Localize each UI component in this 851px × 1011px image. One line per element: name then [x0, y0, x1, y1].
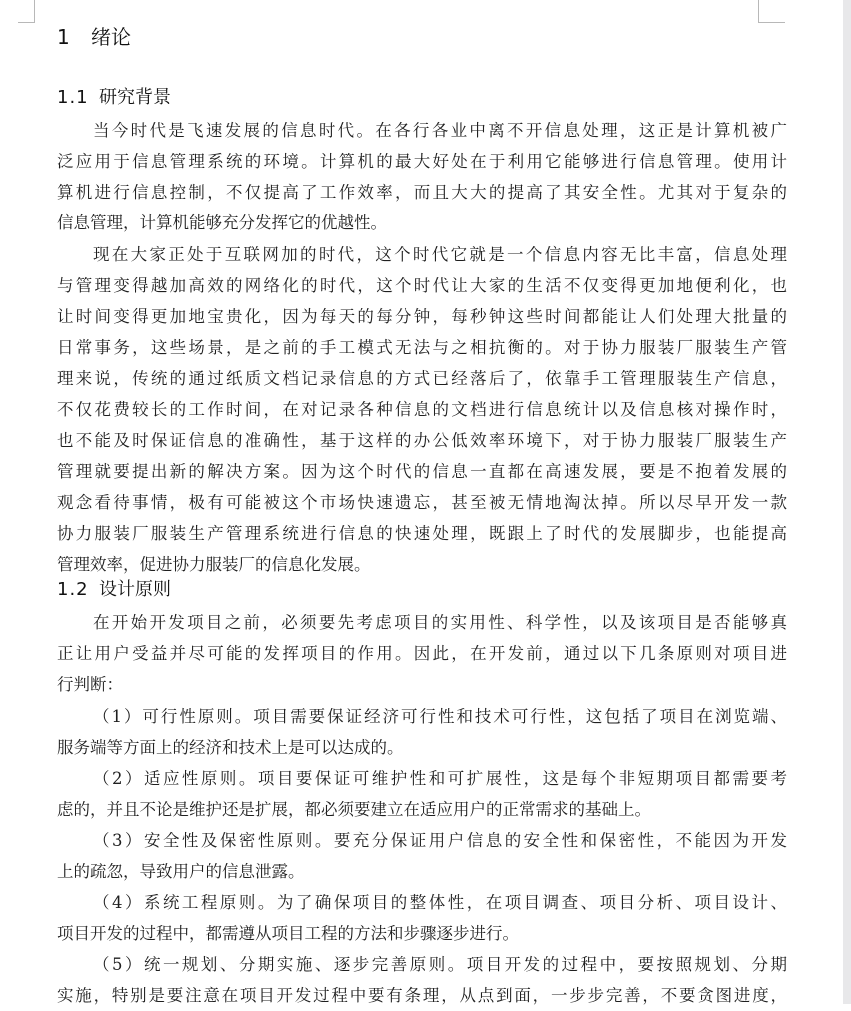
- principle-3-line: （3）安全性及保密性原则。要充分保证用户信息的安全性和保密性，不能因为开发: [93, 831, 787, 850]
- principle-5-line: 实施，特别是要注意在项目开发过程中要有条理，从点到面，一步步完善，不要贪图进度，: [57, 986, 787, 1005]
- section-title: 研究背景: [99, 87, 171, 108]
- principle-1-line: 服务端等方面上的经济和技术上是可以达成的。: [57, 738, 404, 757]
- paragraph-line: 不仅花费较长的工作时间，在对记录各种信息的文档进行信息统计以及信息核对操作时，: [57, 400, 787, 419]
- section-heading-1-1: [57, 84, 171, 112]
- paragraph-line: 与管理变得越加高效的网络化的时代，这个时代让大家的生活不仅变得更加地便利化，也: [57, 276, 787, 295]
- chapter-number: 1: [57, 25, 70, 49]
- principle-1-line: （1）可行性原则。项目需要保证经济可行性和技术可行性，这包括了项目在浏览端、: [93, 707, 787, 726]
- paragraph-line: 协力服装厂服装生产管理系统进行信息的快速处理，既跟上了时代的发展脚步，也能提高: [57, 524, 787, 543]
- principle-5-line: （5）统一规划、分期实施、逐步完善原则。项目开发的过程中，要按照规划、分期: [93, 955, 787, 974]
- principle-4-line: （4）系统工程原则。为了确保项目的整体性，在项目调查、项目分析、项目设计、: [93, 893, 787, 912]
- paragraph-line: 观念看待事情，极有可能被这个市场快速遗忘，甚至被无情地淘汰掉。所以尽早开发一款: [57, 493, 787, 512]
- principle-2-line: 虑的，并且不论是维护还是扩展，都必须要建立在适应用户的正常需求的基础上。: [57, 800, 651, 819]
- principle-3-line: 上的疏忽，导致用户的信息泄露。: [57, 862, 305, 881]
- paragraph-line: 日常事务，这些场景，是之前的手工模式无法与之相抗衡的。对于协力服装厂服装生产管: [57, 338, 787, 357]
- paragraph-line: 管理就要提出新的解决方案。因为这个时代的信息一直都在高速发展，要是不抱着发展的: [57, 462, 787, 481]
- section-number: 1.2: [57, 579, 89, 600]
- paragraph-line: 现在大家正处于互联网加的时代，这个时代它就是一个信息内容无比丰富，信息处理: [93, 245, 787, 264]
- paragraph-line: 在开始开发项目之前，必须要先考虑项目的实用性、科学性，以及该项目是否能够真: [93, 613, 787, 632]
- paragraph-line: 管理效率，促进协力服装厂的信息化发展。: [57, 555, 371, 574]
- paragraph-line: 正让用户受益并尽可能的发挥项目的作用。因此，在开发前，通过以下几条原则对项目进: [57, 644, 787, 663]
- paragraph-line: 泛应用于信息管理系统的环境。计算机的最大好处在于利用它能够进行信息管理。使用计: [57, 152, 787, 171]
- section-heading-1-2: [57, 576, 171, 604]
- paragraph-line: 行判断：: [57, 675, 123, 694]
- crop-mark-top-right: [758, 22, 785, 23]
- section-title: 设计原则: [99, 579, 171, 600]
- paragraph-line: 理来说，传统的通过纸质文档记录信息的方式已经落后了，依靠手工管理服装生产信息，: [57, 369, 787, 388]
- paragraph-line: 也不能及时保证信息的准确性，基于这样的办公低效率环境下，对于协力服装厂服装生产: [57, 431, 787, 450]
- principle-2-line: （2）适应性原则。项目要保证可维护性和可扩展性，这是每个非短期项目都需要考: [93, 769, 787, 788]
- crop-mark-top-left: [34, 0, 35, 23]
- paragraph-line: 当今时代是飞速发展的信息时代。在各行各业中离不开信息处理，这正是计算机被广: [93, 121, 787, 140]
- chapter-heading: [57, 22, 131, 52]
- section-number: 1.1: [57, 87, 89, 108]
- crop-mark-top-left: [18, 22, 35, 23]
- paragraph-line: 信息管理，计算机能够充分发挥它的优越性。: [57, 213, 387, 232]
- principle-4-line: 项目开发的过程中，都需遵从项目工程的方法和步骤逐步进行。: [57, 924, 519, 943]
- paragraph-line: 算机进行信息控制，不仅提高了工作效率，而且大大的提高了其安全性。尤其对于复杂的: [57, 183, 787, 202]
- crop-mark-top-right: [758, 0, 759, 23]
- window-scroll-gutter[interactable]: [843, 0, 851, 1004]
- paragraph-line: 让时间变得更加地宝贵化，因为每天的每分钟，每秒钟这些时间都能让人们处理大批量的: [57, 307, 787, 326]
- chapter-title: 绪论: [91, 25, 131, 49]
